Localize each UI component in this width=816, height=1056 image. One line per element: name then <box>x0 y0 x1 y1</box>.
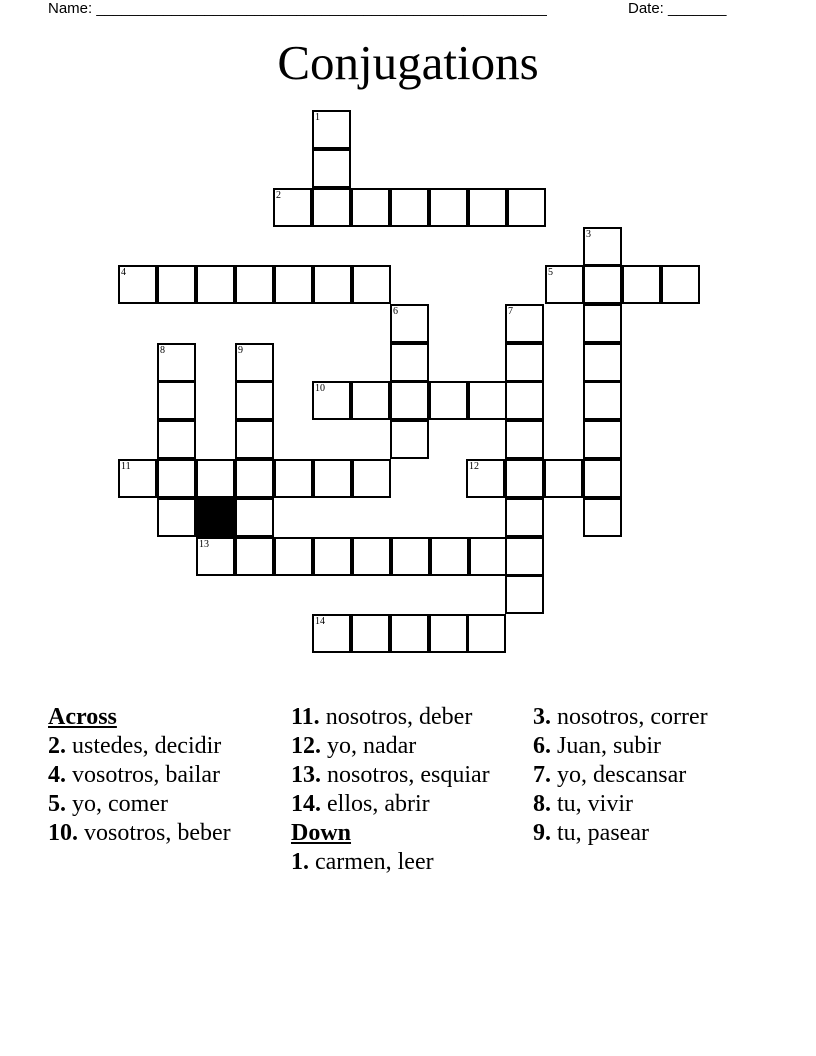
clue-item <box>48 732 283 761</box>
name-label: Name: ______________________________________________________ <box>48 0 547 17</box>
grid-cell[interactable] <box>390 381 429 420</box>
grid-cell[interactable] <box>505 498 544 537</box>
grid-cell[interactable] <box>390 420 429 459</box>
grid-cell[interactable] <box>157 459 196 498</box>
clue-item <box>291 703 526 732</box>
grid-cell[interactable] <box>313 537 352 576</box>
clue-item <box>533 761 768 790</box>
clue-number: 12. <box>291 733 321 759</box>
grid-cell[interactable] <box>468 381 507 420</box>
cell-number: 1 <box>315 112 320 123</box>
grid-cell[interactable] <box>467 614 506 653</box>
grid-cell[interactable] <box>352 265 391 304</box>
clue-text: Juan, subir <box>557 733 661 759</box>
clue-item <box>291 761 526 790</box>
grid-cell[interactable] <box>505 343 544 382</box>
clue-number: 10. <box>48 820 78 846</box>
grid-cell[interactable] <box>351 381 390 420</box>
clue-item <box>291 790 526 819</box>
grid-cell[interactable] <box>583 304 622 343</box>
grid-cell[interactable] <box>312 110 351 149</box>
clue-item <box>48 819 283 848</box>
clue-number: 8. <box>533 791 551 817</box>
grid-cell[interactable] <box>313 459 352 498</box>
clue-text: tu, vivir <box>557 791 633 817</box>
grid-cell[interactable] <box>390 614 429 653</box>
clue-number: 2. <box>48 733 66 759</box>
clue-number: 5. <box>48 791 66 817</box>
grid-cell[interactable] <box>583 381 622 420</box>
clue-section-heading: Across <box>48 704 117 730</box>
clue-text: carmen, leer <box>315 849 434 875</box>
grid-cell[interactable] <box>157 420 196 459</box>
grid-cell[interactable] <box>429 188 468 227</box>
grid-cell[interactable] <box>583 498 622 537</box>
grid-cell[interactable] <box>505 304 544 343</box>
cell-number: 6 <box>393 306 398 317</box>
grid-cell[interactable] <box>196 537 235 576</box>
grid-cell[interactable] <box>505 459 544 498</box>
grid-cell[interactable] <box>235 537 274 576</box>
grid-cell[interactable] <box>583 227 622 266</box>
grid-cell[interactable] <box>351 614 390 653</box>
clue-text: yo, comer <box>72 791 168 817</box>
grid-cell[interactable] <box>313 265 352 304</box>
grid-cell[interactable] <box>545 265 584 304</box>
grid-cell[interactable] <box>274 537 313 576</box>
grid-cell[interactable] <box>468 188 507 227</box>
clue-text: vosotros, beber <box>84 820 231 846</box>
clue-section-heading: Down <box>291 820 352 846</box>
grid-cell[interactable] <box>157 498 196 537</box>
grid-cell[interactable] <box>661 265 700 304</box>
grid-cell[interactable] <box>273 188 312 227</box>
clues-column-2 <box>291 703 526 877</box>
grid-cell[interactable] <box>118 265 157 304</box>
grid-cell[interactable] <box>157 265 196 304</box>
date-label: Date: _______ <box>628 0 727 17</box>
grid-cell[interactable] <box>505 575 544 614</box>
clues-column-3 <box>533 703 768 848</box>
clue-text: nosotros, esquiar <box>327 762 490 788</box>
cell-number: 12 <box>469 461 479 472</box>
grid-cell[interactable] <box>390 304 429 343</box>
clue-number: 1. <box>291 849 309 875</box>
grid-cell[interactable] <box>312 149 351 188</box>
clue-item <box>48 761 283 790</box>
cell-number: 14 <box>315 616 325 627</box>
grid-cell[interactable] <box>505 420 544 459</box>
clue-text: yo, nadar <box>327 733 417 759</box>
clue-text: ustedes, decidir <box>72 733 222 759</box>
grid-cell[interactable] <box>390 188 429 227</box>
cell-number: 3 <box>586 229 591 240</box>
clue-item <box>533 819 768 848</box>
grid-cell[interactable] <box>235 265 274 304</box>
clue-text: tu, pasear <box>557 820 649 846</box>
grid-cell[interactable] <box>390 343 429 382</box>
clue-number: 11. <box>291 704 320 730</box>
grid-cell[interactable] <box>235 459 274 498</box>
cell-number: 2 <box>276 190 281 201</box>
clue-item <box>291 732 526 761</box>
grid-cell[interactable] <box>583 265 622 304</box>
grid-cell[interactable] <box>352 459 391 498</box>
clue-text: vosotros, bailar <box>72 762 220 788</box>
grid-cell[interactable] <box>235 381 274 420</box>
clue-number: 3. <box>533 704 551 730</box>
grid-cell[interactable] <box>157 343 196 382</box>
grid-cell[interactable] <box>583 420 622 459</box>
grid-cell[interactable] <box>274 265 313 304</box>
cell-number: 4 <box>121 267 126 278</box>
grid-cell[interactable] <box>352 537 391 576</box>
grid-cell[interactable] <box>429 614 468 653</box>
grid-cell[interactable] <box>469 537 508 576</box>
clue-item <box>48 790 283 819</box>
grid-cell[interactable] <box>391 537 430 576</box>
grid-cell[interactable] <box>196 459 235 498</box>
grid-cell[interactable] <box>466 459 505 498</box>
grid-cell[interactable] <box>157 381 196 420</box>
clue-text: nosotros, correr <box>557 704 708 730</box>
grid-cell[interactable] <box>583 459 622 498</box>
grid-cell[interactable] <box>235 343 274 382</box>
grid-cell[interactable] <box>196 265 235 304</box>
grid-cell[interactable] <box>312 381 351 420</box>
grid-cell[interactable] <box>312 614 351 653</box>
page-title: Conjugations <box>277 35 539 90</box>
grid-cell[interactable] <box>235 420 274 459</box>
clue-number: 7. <box>533 762 551 788</box>
clue-item <box>533 790 768 819</box>
cell-number: 11 <box>121 461 131 472</box>
grid-cell[interactable] <box>505 381 544 420</box>
cell-number: 9 <box>238 345 243 356</box>
grid-cell[interactable] <box>235 498 274 537</box>
grid-cell[interactable] <box>351 188 390 227</box>
clue-number: 14. <box>291 791 321 817</box>
cell-number: 10 <box>315 383 325 394</box>
cell-number: 7 <box>508 306 513 317</box>
clue-text: nosotros, deber <box>325 704 473 730</box>
grid-cell[interactable] <box>429 381 468 420</box>
clue-number: 6. <box>533 733 551 759</box>
grid-cell[interactable] <box>505 537 544 576</box>
grid-cell[interactable] <box>622 265 661 304</box>
grid-cell[interactable] <box>583 343 622 382</box>
grid-cell[interactable] <box>544 459 583 498</box>
cell-number: 13 <box>199 539 209 550</box>
clue-number: 4. <box>48 762 66 788</box>
cell-number: 5 <box>548 267 553 278</box>
clue-item <box>291 848 526 877</box>
clue-item <box>533 732 768 761</box>
grid-cell[interactable] <box>430 537 469 576</box>
clue-number: 13. <box>291 762 321 788</box>
clue-number: 9. <box>533 820 551 846</box>
cell-number: 8 <box>160 345 165 356</box>
clue-text: yo, descansar <box>557 762 687 788</box>
blocked-cell <box>196 498 235 537</box>
grid-cell[interactable] <box>507 188 546 227</box>
clue-text: ellos, abrir <box>327 791 430 817</box>
grid-cell[interactable] <box>118 459 157 498</box>
clue-item <box>533 703 768 732</box>
grid-cell[interactable] <box>274 459 313 498</box>
grid-cell[interactable] <box>312 188 351 227</box>
clues-column-1 <box>48 703 283 848</box>
